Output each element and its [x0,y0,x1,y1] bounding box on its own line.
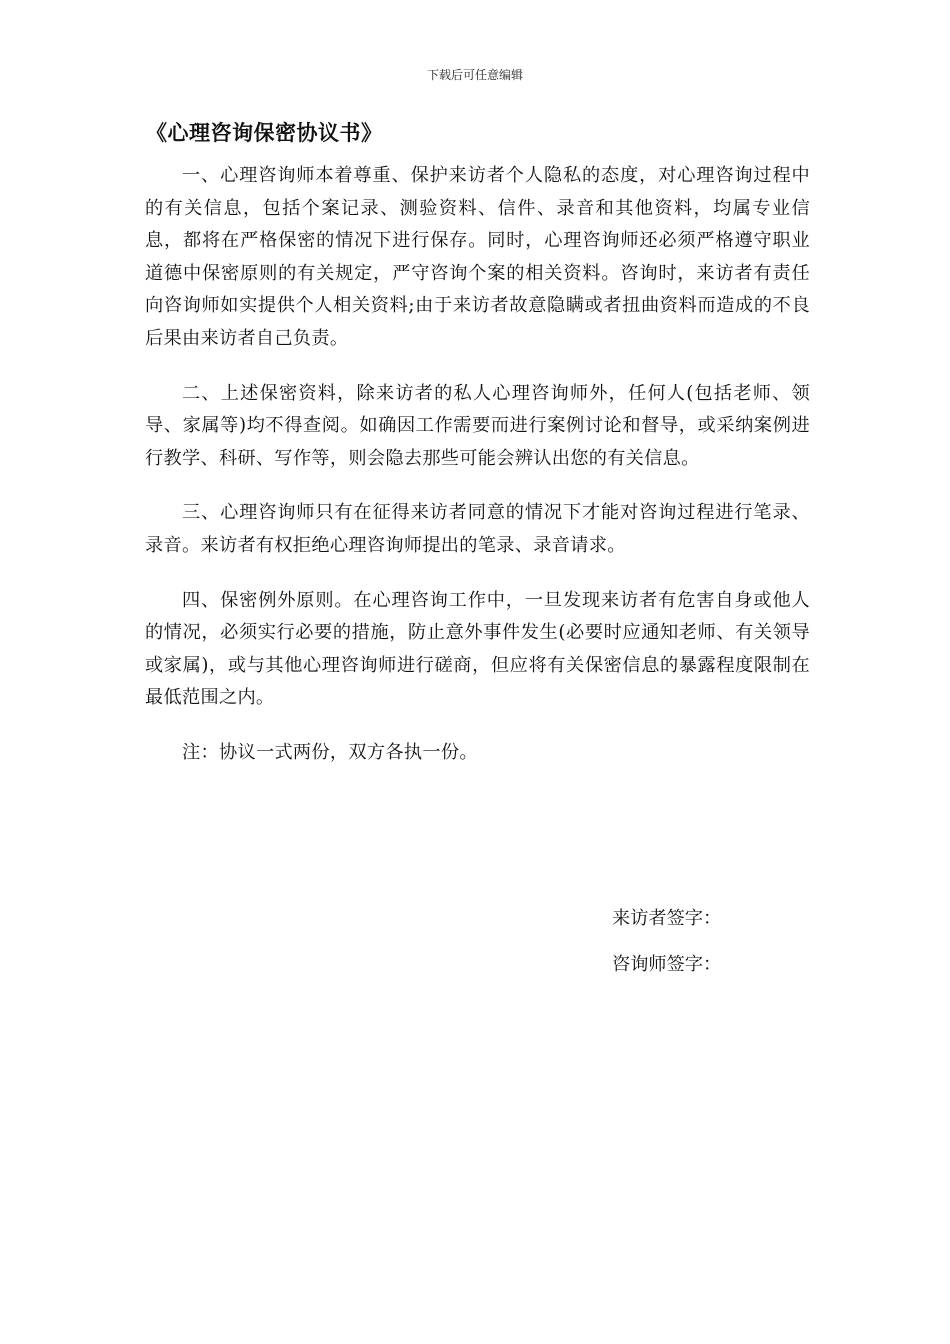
clause-3-paragraph: 三、心理咨询师只有在征得来访者同意的情况下才能对咨询过程进行笔录、录音。来访者有权拒绝心理咨询师提出的笔录、录音请求。 [145,502,810,556]
document-title: 《心理咨询保密协议书》 [146,121,383,145]
visitor-signature-label: 来访者签字： [612,908,722,929]
counselor-signature-label: 咨询师签字： [612,954,722,975]
note-paragraph: 注：协议一式两份，双方各执一份。 [182,741,478,763]
document-body [145,160,810,792]
page-header: 下载后可任意编辑 [426,68,523,82]
signature-block [612,905,721,997]
clause-4-paragraph: 四、保密例外原则。在心理咨询工作中，一旦发现来访者有危害自身或他人的情况，必须实行必要的措施，防止意外事件发生(必要时应通知老师、有关领导或家属)，或与其他心理咨询师进行磋商，但应将有关保密信息的暴露程度限制在最低范围之内。 [145,589,810,709]
clause-1-paragraph: 一、心理咨询师本着尊重、保护来访者个人隐私的态度，对心理咨询过程中的有关信息，包括个案记录、测验资料、信件、录音和其他资料，均属专业信息，都将在严格保密的情况下进行保存。同时，心理咨询师还必须严格遵守职业道德中保密原则的有关规定，严守咨询个案的相关资料。咨询时，来访者有责任向咨询师如实提供个人相关资料;由于来访者故意隐瞒或者扭曲资料而造成的不良后果由来访者自己负责。 [145,165,810,349]
clause-2-paragraph: 二、上述保密资料，除来访者的私人心理咨询师外，任何人(包括老师、领导、家属等)均不得查阅。如确因工作需要而进行案例讨论和督导，或采纳案例进行教学、科研、写作等，则会隐去那些可能会辨认出您的有关信息。 [145,382,810,469]
